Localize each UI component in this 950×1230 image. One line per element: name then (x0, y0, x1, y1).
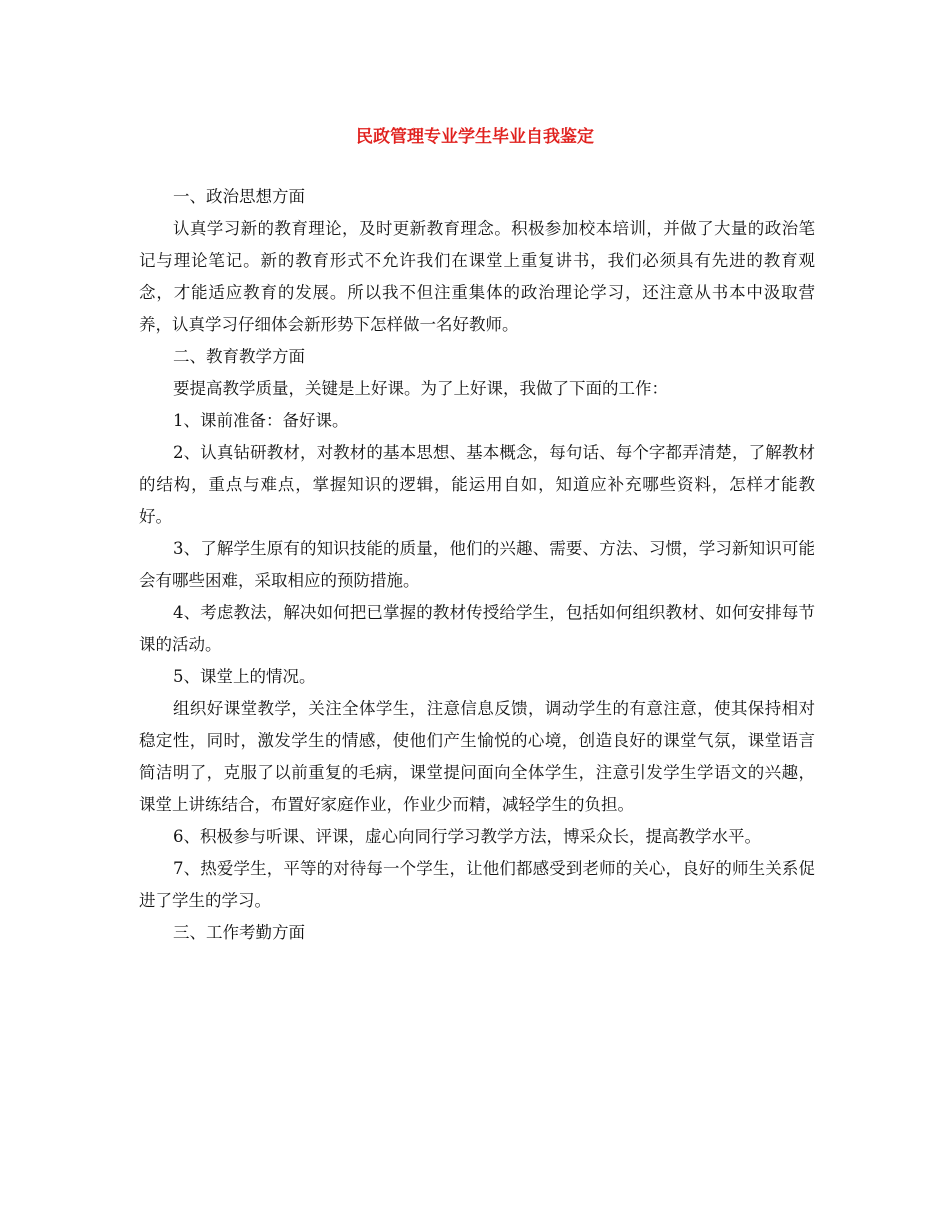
list-item-5: 5、课堂上的情况。 (173, 667, 316, 686)
document-body (139, 181, 815, 949)
list-item-1: 1、课前准备：备好课。 (173, 411, 349, 430)
section-heading-politics: 一、政治思想方面 (173, 187, 305, 206)
section-heading-teaching: 二、教育教学方面 (173, 347, 305, 366)
list-item-6: 6、积极参与听课、评课，虚心向同行学习教学方法，博采众长，提高教学水平。 (173, 827, 761, 846)
paragraph-teaching-intro: 要提高教学质量，关键是上好课。为了上好课，我做了下面的工作： (173, 379, 668, 398)
list-item-4: 4、考虑教法，解决如何把已掌握的教材传授给学生，包括如何组织教材、如何安排每节课的活动。 (139, 603, 815, 654)
list-item-3: 3、了解学生原有的知识技能的质量，他们的兴趣、需要、方法、习惯，学习新知识可能会有哪些困难，采取相应的预防措施。 (139, 539, 815, 590)
section-heading-attendance: 三、工作考勤方面 (173, 923, 305, 942)
document-title: 民政管理专业学生毕业自我鉴定 (356, 127, 594, 147)
list-item-2: 2、认真钻研教材，对教材的基本思想、基本概念，每句话、每个字都弄清楚，了解教材的结构，重点与难点，掌握知识的逻辑，能运用自如，知道应补充哪些资料，怎样才能教好。 (139, 443, 815, 526)
paragraph-politics: 认真学习新的教育理论，及时更新教育理念。积极参加校本培训，并做了大量的政治笔记与理论笔记。新的教育形式不允许我们在课堂上重复讲书，我们必须具有先进的教育观念，才能适应教育的发展。所以我不但注重集体的政治理论学习，还注意从书本中汲取营养，认真学习仔细体会新形势下怎样做一名好教师。 (139, 219, 815, 334)
paragraph-classroom: 组织好课堂教学，关注全体学生，注意信息反馈，调动学生的有意注意，使其保持相对稳定性，同时，激发学生的情感，使他们产生愉悦的心境，创造良好的课堂气氛，课堂语言简洁明了，克服了以前重复的毛病，课堂提问面向全体学生，注意引发学生学语文的兴趣，课堂上讲练结合，布置好家庭作业，作业少而精，减轻学生的负担。 (139, 699, 815, 814)
list-item-7: 7、热爱学生，平等的对待每一个学生，让他们都感受到老师的关心，良好的师生关系促进了学生的学习。 (139, 859, 815, 910)
